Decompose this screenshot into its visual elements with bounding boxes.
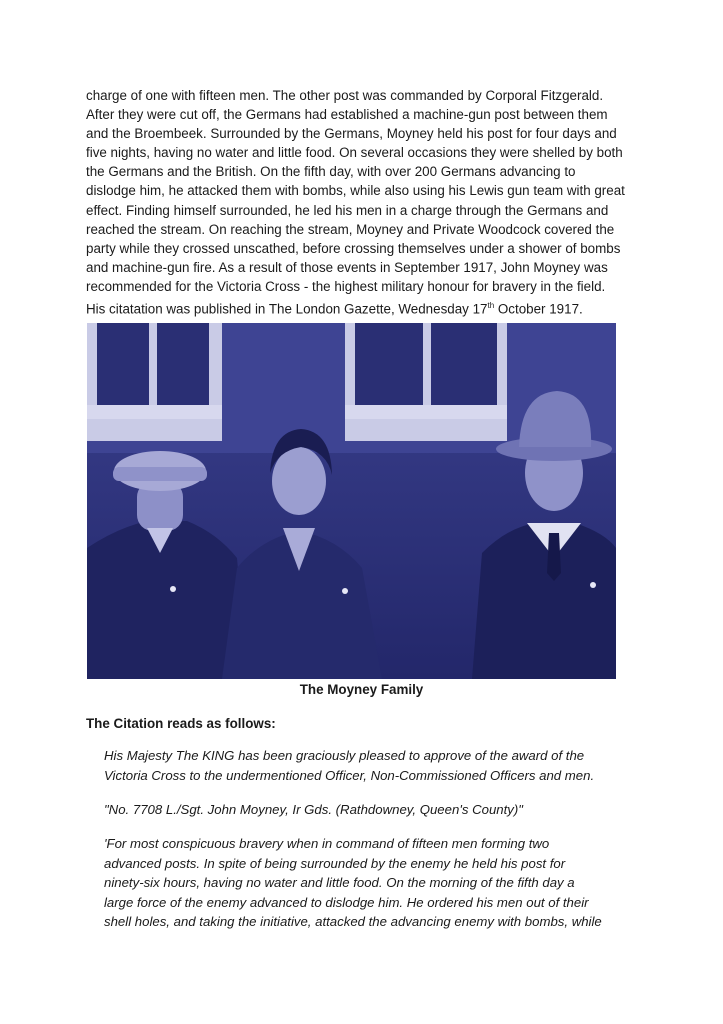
citation-line: "No. 7708 L./Sgt. John Moyney, Ir Gds. (Rathdowney, Queen's County)" [104, 802, 523, 817]
text-line: and machine-gun fire. As a result of those events in September 1917, John Moyney was [86, 259, 608, 275]
text-line: effect. Finding himself surrounded, he led his men in a charge through the Germans and [86, 202, 609, 218]
citation-paragraph-2 [104, 800, 523, 820]
family-photo-image [87, 323, 616, 679]
text-line: party while they crossed unscathed, before crossing themselves under a shower of bombs [86, 240, 621, 256]
text-line-gazette [86, 296, 646, 319]
gazette-text: His citatation was published in The London Gazette, Wednesday 17 [86, 301, 488, 317]
citation-paragraph-1 [104, 746, 594, 785]
citation-heading: The Citation reads as follows: [86, 716, 276, 731]
citation-line: advanced posts. In spite of being surrounded by the enemy he held his post for [104, 855, 566, 871]
family-photo [87, 323, 616, 679]
text-line: After they were cut off, the Germans had established a machine-gun post between them [86, 107, 608, 123]
citation-line: shell holes, and taking the initiative, attacked the advancing enemy with bombs, while [104, 914, 602, 930]
window-right [345, 323, 507, 441]
text-line: the Germans and the British. On the fifth day, with over 200 Germans advancing to [86, 164, 576, 180]
photo-caption: The Moyney Family [299, 682, 424, 697]
window-left [87, 323, 222, 441]
text-line: reached the stream. On reaching the stream, Moyney and Private Woodcock covered the [86, 221, 615, 237]
citation-line: Victoria Cross to the undermentioned Officer, Non-Commissioned Officers and men. [104, 767, 595, 783]
citation-line: 'For most conspicuous bravery when in command of fifteen men forming two [104, 836, 550, 851]
body-paragraph [86, 86, 646, 319]
gazette-date: October 1917. [494, 301, 583, 317]
citation-line: large force of the enemy advanced to dislodge him. He ordered his men out of their [104, 894, 589, 910]
text-line: five nights, having no water and little food. On several occasions they were shelled by both [86, 145, 623, 161]
text-line: recommended for the Victoria Cross - the highest military honour for bravery in the field. [86, 278, 606, 294]
text-line: dislodge him, he attacked them with bombs, while also using his Lewis gun team with great [86, 183, 625, 199]
text-line: charge of one with fifteen men. The other post was commanded by Corporal Fitzgerald. [86, 88, 604, 103]
citation-line: His Majesty The KING has been graciously pleased to approve of the award of the [104, 748, 585, 763]
ordinal-suffix: th [487, 301, 495, 311]
citation-line: ninety-six hours, having no water and little food. On the morning of the fifth day a [104, 875, 575, 891]
text-line: and the Broembeek. Surrounded by the Germans, Moyney held his post for four days and [86, 126, 617, 142]
citation-paragraph-3 [104, 834, 602, 932]
